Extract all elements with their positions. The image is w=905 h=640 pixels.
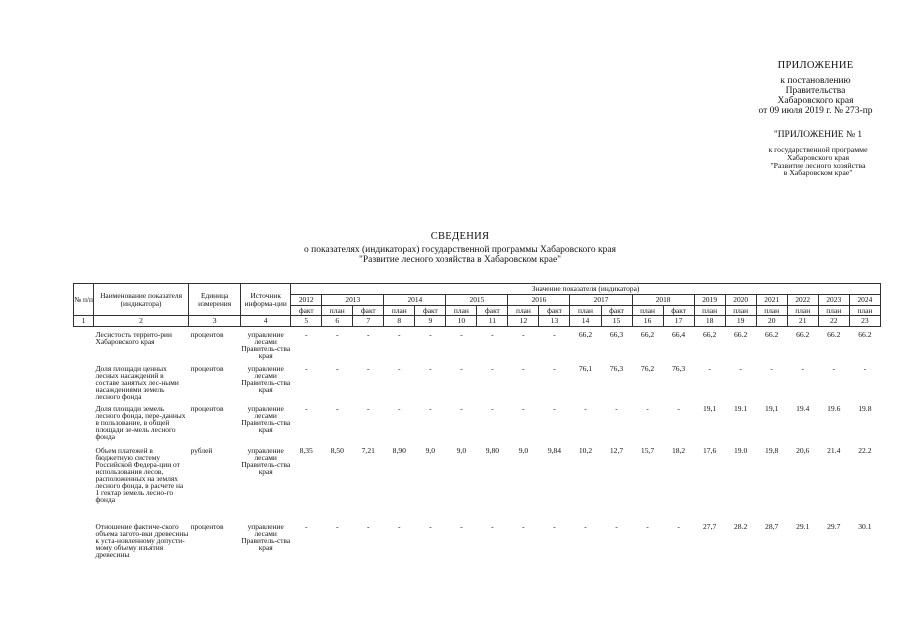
indicators-table	[73, 283, 881, 571]
value-cell: -	[367, 521, 370, 531]
column-number: 4	[241, 316, 291, 327]
value-cell: -	[832, 363, 836, 373]
year-header: 2023	[818, 295, 849, 306]
value-cell: -	[615, 403, 618, 413]
column-number: 18	[694, 316, 725, 327]
col-header-num: № п/п	[74, 284, 94, 316]
value-cell: 66,2	[702, 330, 717, 339]
table-row	[74, 327, 881, 361]
column-number: 7	[353, 316, 384, 327]
value-cell: -	[398, 403, 401, 413]
value-cell: -	[429, 363, 432, 373]
title-line2: "Развитие лесного хозяйства в Хабаровском крае"	[358, 254, 562, 265]
value-cell: 76,3	[609, 363, 624, 373]
indicator-unit: процентов	[190, 330, 224, 339]
value-cell: 19.1	[734, 403, 748, 413]
col-header-name: Наименование показателя (индикатора)	[94, 284, 189, 316]
value-cell: 8,35	[299, 445, 313, 455]
col-header-unit: Единица измерения	[189, 284, 241, 316]
value-cell: -	[304, 330, 308, 339]
appendix1-header	[738, 131, 898, 177]
value-cell: -	[429, 521, 432, 531]
table-row	[74, 401, 881, 443]
value-cell: 66.2	[734, 330, 748, 339]
value-cell: 22.2	[858, 445, 872, 455]
value-cell: 19.6	[827, 403, 841, 413]
value-cell: -	[335, 330, 339, 339]
value-cell: -	[801, 363, 804, 373]
indicator-name: Доля площади земель лесного фонда, пере-данных в пользование, в общей площади зе-мель лесного фонда	[95, 403, 186, 441]
appendix-line: Хабаровского края	[777, 95, 854, 106]
value-cell: 66.2	[858, 330, 872, 339]
column-number: 22	[818, 316, 849, 327]
appendix1-line: "Развитие лесного хозяйства	[770, 160, 866, 170]
column-number: 21	[787, 316, 818, 327]
column-number: 11	[477, 316, 508, 327]
column-number: 16	[632, 316, 663, 327]
value-cell: 9,0	[456, 445, 467, 455]
value-cell: 19.0	[734, 445, 748, 455]
column-number: 20	[756, 316, 787, 327]
value-cell: -	[429, 403, 432, 413]
value-cell: 30.1	[858, 521, 872, 531]
table-row	[74, 361, 881, 401]
column-number: 13	[539, 316, 570, 327]
value-cell: 76,3	[671, 363, 686, 373]
appendix1-line: к государственной программе	[768, 144, 868, 154]
value-cell: -	[460, 330, 463, 339]
value-cell: 76,1	[578, 363, 593, 373]
appendix-line: к постановлению	[780, 76, 851, 87]
subheader-plan-fact: план	[446, 306, 477, 316]
value-cell: 29.7	[827, 521, 841, 531]
value-cell: -	[335, 521, 339, 531]
year-header: 2020	[725, 295, 756, 306]
value-cell: -	[863, 363, 867, 373]
value-cell: -	[460, 521, 463, 531]
column-number: 6	[322, 316, 353, 327]
column-number: 9	[415, 316, 446, 327]
subheader-plan-fact: план	[384, 306, 415, 316]
year-header: 2015	[446, 295, 508, 306]
appendix-header	[728, 60, 903, 117]
value-cell: -	[584, 403, 587, 413]
value-cell: 66,3	[609, 330, 624, 339]
document-title	[250, 231, 670, 266]
value-cell: 66.2	[827, 330, 841, 339]
value-cell: -	[553, 521, 556, 531]
value-cell: -	[677, 403, 680, 413]
subheader-plan-fact: план	[818, 306, 849, 316]
year-header: 2013	[322, 295, 384, 306]
value-cell: 19.4	[796, 403, 810, 413]
column-number: 5	[291, 316, 322, 327]
value-cell: 66,4	[671, 330, 686, 339]
appendix-title: ПРИЛОЖЕНИЕ	[777, 60, 854, 71]
title-heading: СВЕДЕНИЯ	[430, 231, 490, 242]
value-cell: -	[522, 521, 525, 531]
value-cell: -	[522, 330, 525, 339]
year-header: 2016	[508, 295, 570, 306]
value-cell: -	[770, 363, 773, 373]
value-cell: 19,8	[765, 445, 779, 455]
value-cell: -	[708, 363, 711, 373]
year-header: 2021	[756, 295, 787, 306]
value-cell: 66,2	[640, 330, 655, 339]
indicator-unit: рублей	[190, 445, 213, 455]
indicator-name: Доля площади ценных лесных насаждений в составе занятых лес-ными насаждениями земель лесного фонда	[95, 363, 179, 401]
value-cell: 10,2	[578, 445, 593, 455]
year-header: 2014	[384, 295, 446, 306]
value-cell: 66,2	[578, 330, 593, 339]
subheader-plan-fact: факт	[415, 306, 446, 316]
subheader-plan-fact: план	[508, 306, 539, 316]
value-cell: -	[460, 403, 463, 413]
subheader-plan-fact: факт	[539, 306, 570, 316]
value-cell: -	[553, 363, 556, 373]
year-header: 2022	[787, 295, 818, 306]
value-cell: 27,7	[702, 521, 717, 531]
indicator-unit: процентов	[190, 521, 224, 531]
value-cell: 66.2	[765, 330, 779, 339]
value-cell: 9,0	[518, 445, 529, 455]
value-cell: -	[367, 363, 370, 373]
indicator-unit: процентов	[190, 403, 224, 413]
indicator-source: управление лесами Правитель-ства края	[241, 403, 291, 434]
year-header: 2024	[849, 295, 880, 306]
value-cell: -	[398, 521, 401, 531]
year-header: 2017	[570, 295, 632, 306]
table-row	[74, 519, 881, 571]
indicator-name: Лесистость террито-рии Хабаровского края	[95, 330, 172, 347]
value-cell: -	[677, 521, 680, 531]
value-cell: 28,7	[765, 521, 779, 531]
value-cell: 18,2	[671, 445, 686, 455]
value-cell: 28.2	[734, 521, 748, 531]
value-cell: -	[491, 363, 494, 373]
appendix-line: Правительства	[785, 85, 846, 96]
value-cell: -	[522, 403, 525, 413]
column-number: 23	[849, 316, 880, 327]
col-header-values: Значение показателя (индикатора)	[291, 284, 881, 295]
indicator-name: Отношение фактиче-ского объема загото-вки древесины к уста-новленному допусти-мому объему изъятия древесины	[95, 521, 189, 559]
subheader-plan-fact: план	[322, 306, 353, 316]
row-number-cell	[74, 361, 94, 401]
value-cell: -	[553, 330, 556, 339]
indicator-source: управление лесами Правитель-ства края	[241, 445, 291, 476]
column-number: 3	[189, 316, 241, 327]
indicator-source: управление лесами Правитель-ства края	[241, 330, 291, 361]
indicator-source: управление лесами Правитель-ства края	[241, 521, 291, 552]
value-cell: -	[646, 403, 649, 413]
column-number: 15	[601, 316, 632, 327]
indicator-source: управление лесами Правитель-ства края	[241, 363, 291, 394]
subheader-plan-fact: факт	[663, 306, 694, 316]
value-cell: 76,2	[640, 363, 655, 373]
subheader-plan-fact: факт	[291, 306, 322, 316]
subheader-plan-fact: план	[570, 306, 601, 316]
row-number-cell	[74, 443, 94, 519]
year-header: 2019	[694, 295, 725, 306]
value-cell: 20,6	[796, 445, 810, 455]
value-cell: 19,1	[765, 403, 779, 413]
appendix-line: от 09 июля 2019 г. № 273-пр	[758, 105, 873, 116]
value-cell: -	[304, 403, 308, 413]
column-number: 2	[94, 316, 189, 327]
indicator-unit: процентов	[190, 363, 224, 373]
value-cell: -	[398, 330, 401, 339]
table-row	[74, 443, 881, 519]
value-cell: 19.8	[858, 403, 872, 413]
row-number-cell	[74, 401, 94, 443]
column-number: 8	[384, 316, 415, 327]
appendix1-line: в Хабаровском крае"	[783, 168, 853, 178]
value-cell: -	[429, 330, 432, 339]
value-cell: 9,0	[425, 445, 436, 455]
subheader-plan-fact: план	[694, 306, 725, 316]
row-number-cell	[74, 519, 94, 571]
value-cell: -	[522, 363, 525, 373]
subheader-plan-fact: план	[632, 306, 663, 316]
value-cell: 7,21	[361, 445, 375, 455]
column-number: 12	[508, 316, 539, 327]
subheader-plan-fact: факт	[601, 306, 632, 316]
appendix1-title: "ПРИЛОЖЕНИЕ № 1	[773, 130, 863, 140]
value-cell: 12,7	[609, 445, 624, 455]
column-number: 17	[663, 316, 694, 327]
subheader-plan-fact: план	[849, 306, 880, 316]
value-cell: -	[460, 363, 463, 373]
value-cell: -	[304, 521, 308, 531]
value-cell: -	[553, 403, 556, 413]
year-header: 2012	[291, 295, 322, 306]
value-cell: 29.1	[796, 521, 810, 531]
value-cell: 15,7	[640, 445, 655, 455]
subheader-plan-fact: факт	[477, 306, 508, 316]
value-cell: -	[491, 521, 494, 531]
subheader-plan-fact: факт	[353, 306, 384, 316]
value-cell: -	[491, 403, 494, 413]
year-header: 2018	[632, 295, 694, 306]
value-cell: 9,84	[547, 445, 562, 455]
value-cell: -	[739, 363, 742, 373]
indicator-name: Объем платежей в бюджетную систему Российской Федера-ции от использования лесов, расположенных на землях лесного фонда, в расчете на 1 гектар земель лесно-го фонда	[95, 445, 184, 504]
value-cell: -	[646, 521, 649, 531]
value-cell: -	[398, 363, 401, 373]
value-cell: -	[335, 403, 339, 413]
value-cell: -	[615, 521, 618, 531]
value-cell: 21.4	[827, 445, 841, 455]
column-number: 14	[570, 316, 601, 327]
column-number: 19	[725, 316, 756, 327]
value-cell: -	[367, 330, 370, 339]
subheader-plan-fact: план	[756, 306, 787, 316]
row-number-cell	[74, 327, 94, 361]
value-cell: -	[584, 521, 587, 531]
col-header-source: Источник информа-ции	[241, 284, 291, 316]
subheader-plan-fact: план	[787, 306, 818, 316]
subheader-plan-fact: план	[725, 306, 756, 316]
value-cell: -	[304, 363, 308, 373]
value-cell: -	[491, 330, 494, 339]
value-cell: -	[335, 363, 339, 373]
value-cell: 8,90	[392, 445, 406, 455]
value-cell: 66.2	[796, 330, 810, 339]
title-line1: о показателях (индикаторах) государственной программы Хабаровского края	[304, 245, 616, 256]
value-cell: 17,6	[702, 445, 717, 455]
appendix1-line: Хабаровского края	[786, 152, 850, 162]
value-cell: 19,1	[702, 403, 717, 413]
value-cell: 9,80	[485, 445, 500, 455]
column-number: 1	[74, 316, 94, 327]
value-cell: 8,50	[330, 445, 344, 455]
value-cell: -	[367, 403, 370, 413]
column-number: 10	[446, 316, 477, 327]
